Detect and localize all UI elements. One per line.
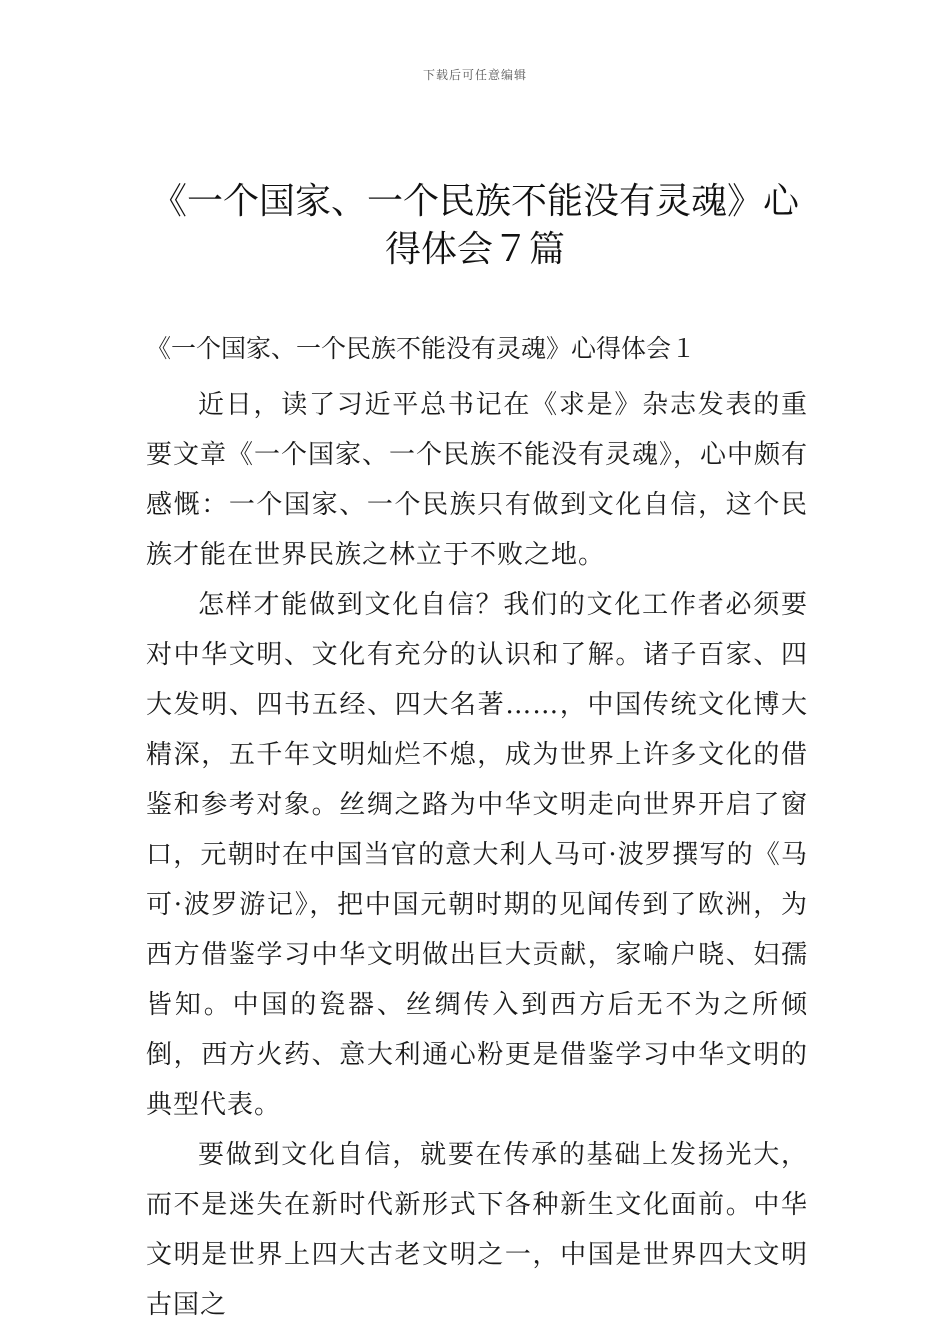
section-heading: 《一个国家、一个民族不能没有灵魂》心得体会１ xyxy=(146,334,697,363)
paragraph: 近日，读了习近平总书记在《求是》杂志发表的重要文章《一个国家、一个民族不能没有灵魂》，心中颇有感慨：一个国家、一个民族只有做到文化自信，这个民族才能在世界民族之林立于不败之地。 xyxy=(146,390,809,570)
body-text xyxy=(146,380,808,1330)
header-note: 下载后可任意编辑 xyxy=(422,68,527,82)
paragraph: 要做到文化自信，就要在传承的基础上发扬光大，而不是迷失在新时代新形式下各种新生文化面前。中华文明是世界上四大古老文明之一，中国是世界四大文明古国之 xyxy=(146,1140,808,1320)
document-title: 《一个国家、一个民族不能没有灵魂》心得体会７篇 xyxy=(150,181,799,270)
paragraph: 怎样才能做到文化自信？我们的文化工作者必须要对中华文明、文化有充分的认识和了解。诸子百家、四大发明、四书五经、四大名著……，中国传统文化博大精深，五千年文明灿烂不熄，成为世界上许多文化的借鉴和参考对象。丝绸之路为中华文明走向世界开启了窗口，元朝时在中国当官的意大利人马可·波罗撰写的《马可·波罗游记》，把中国元朝时期的见闻传到了欧洲，为西方借鉴学习中华文明做出巨大贡献，家喻户晓、妇孺皆知。中国的瓷器、丝绸传入到西方后无不为之所倾倒，西方火药、意大利通心粉更是借鉴学习中华文明的典型代表。 xyxy=(146,590,808,1120)
